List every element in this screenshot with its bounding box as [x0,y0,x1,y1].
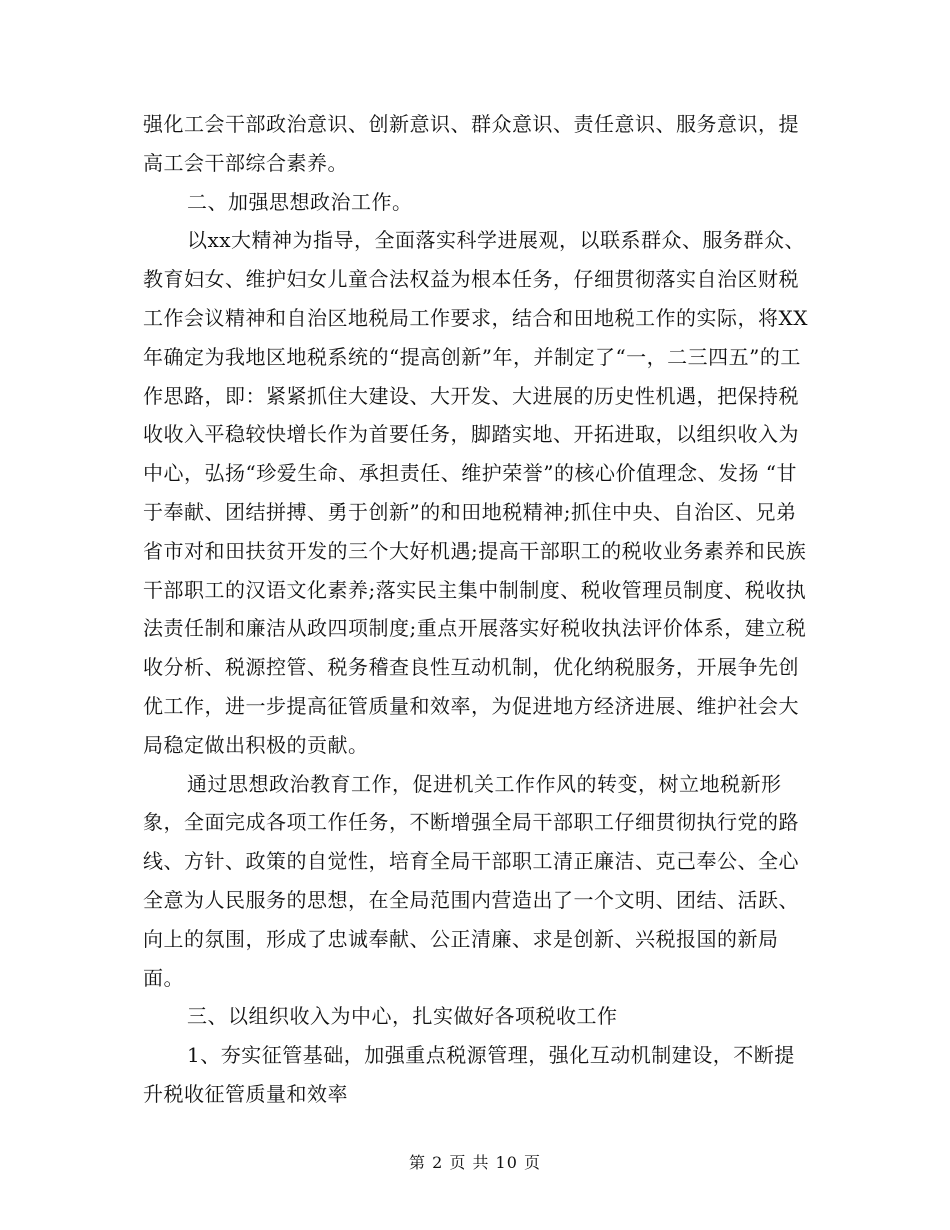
paragraph: 通过思想政治教育工作，促进机关工作作风的转变，树立地税新形象，全面完成各项工作任务，不断增强全局干部职工仔细贯彻执行党的路线、方针、政策的自觉性，培育全局干部职工清正廉洁、克己奉公、全心全意为人民服务的思想，在全局范围内营造出了一个文明、团结、活跃、向上的氛围，形成了忠诚奉献、公正清廉、求是创新、兴税报国的新局面。 [143,771,799,990]
subsection-heading: 1、夯实征管基础，加强重点税源管理，强化互动机制建设，不断提升税收征管质量和效率 [143,1043,795,1106]
document-body [143,105,808,1114]
page-number-footer: 第 2 页 共 10 页 [409,1153,541,1172]
paragraph: 以xx大精神为指导，全面落实科学进展观，以联系群众、服务群众、教育妇女、维护妇女儿童合法权益为根本任务，仔细贯彻落实自治区财税工作会议精神和自治区地税局工作要求，结合和田地税工作的实际，将XX年确定为我地区地税系统的“提高创新”年，并制定了“一，二三四五”的工作思路，即：紧紧抓住大建设、大开发、大进展的历史性机遇，把保持税收收入平稳较快增长作为首要任务，脚踏实地、开拓进取，以组织收入为中心，弘扬“珍爱生命、承担责任、维护荣誉”的核心价值理念、发扬 “甘于奉献、团结拼搏、勇于创新”的和田地税精神;抓住中央、自治区、兄弟省市对和田扶贫开发的三个大好机遇;提高干部职工的税收业务素养和民族干部职工的汉语文化素养;落实民主集中制制度、税收管理员制度、税收执法责任制和廉洁从政四项制度;重点开展落实好税收执法评价体系，建立税收分析、税源控管、税务稽查良性互动机制，优化纳税服务，开展争先创优工作，进一步提高征管质量和效率，为促进地方经济进展、维护社会大局稳定做出积极的贡献。 [143,228,808,757]
section-heading-3: 三、以组织收入为中心，扎实做好各项税收工作 [187,1004,618,1029]
section-heading-2: 二、加强思想政治工作。 [187,189,413,214]
paragraph-continuation: 强化工会干部政治意识、创新意识、群众意识、责任意识、服务意识，提高工会干部综合素养。 [143,112,799,175]
